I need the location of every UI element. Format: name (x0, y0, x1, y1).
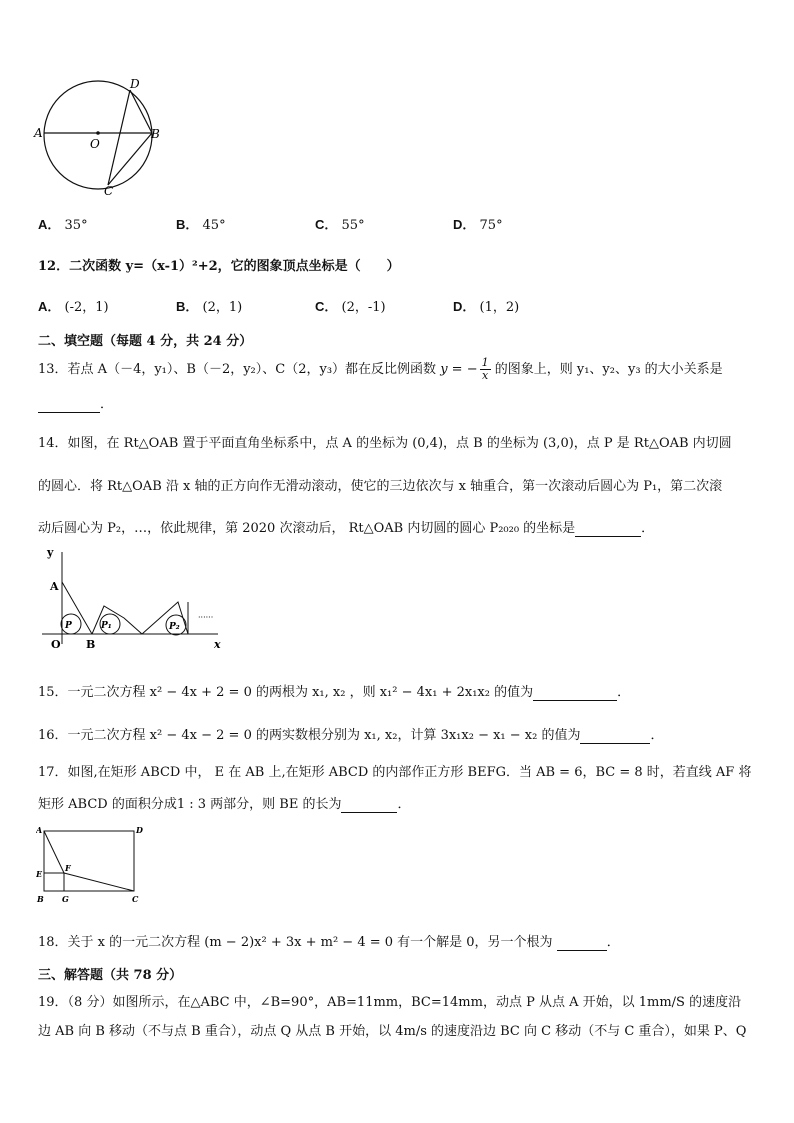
chord-db (130, 90, 152, 133)
label-a: A (36, 825, 43, 835)
label-c: C (132, 894, 139, 904)
chord-dc (108, 90, 130, 185)
line-af (44, 831, 64, 873)
rect-abcd (44, 831, 134, 891)
q13-line1: 13．若点 A（－4，y₁）、B（－2，y₂）、C（2，y₃）都在反比例函数 y = − $\frac{1}{x}$ 的图象上，则 y₁、y₂、y₃ 的大小关系是 (38, 356, 723, 382)
q19-line2: 边 AB 向 B 移动（不与点 B 重合），动点 Q 从点 B 开始，以 4m/s 的速度沿边 BC 向 C 移动（不与 C 重合），如果 P、Q (38, 1024, 747, 1039)
q12-option-a[interactable]: A． (-2，1) (38, 299, 109, 315)
label-x: x (214, 638, 221, 651)
label-a: A (34, 126, 43, 140)
circle-o (44, 81, 152, 189)
q14-line3: 动后圆心为 P₂，…，依此规律，第 2020 次滚动后， Rt△OAB 内切圆的圆心 P₂₀₂₀ 的坐标是 ． (38, 521, 655, 536)
q14-blank[interactable] (575, 521, 641, 537)
section-2-heading: 二、填空题（每题 4 分，共 24 分） (38, 334, 253, 349)
label-p1: P₁ (101, 621, 112, 631)
q18-line: 18．关于 x 的一元二次方程 (m − 2)x² + 3x + m² − 4 = 0 有一个解是 0，另一个根为 ． (38, 935, 620, 950)
q11-option-a[interactable]: A． 35° (38, 217, 88, 233)
q15-line: 15．一元二次方程 x² − 4x + 2 = 0 的两根为 x₁, x₂ ，则 x₁² − 4x₁ + 2x₁x₂ 的值为 ． (38, 685, 631, 700)
label-y: y (47, 546, 54, 559)
q18-blank[interactable] (557, 935, 607, 951)
rectangle-figure (36, 824, 146, 906)
q11-option-d[interactable]: D． 75° (453, 217, 503, 233)
line-fc (64, 873, 134, 891)
circle-figure (30, 74, 170, 200)
q16-blank[interactable] (580, 728, 650, 744)
q12-option-d[interactable]: D． (1，2) (453, 299, 520, 315)
q19-line1: 19．（8 分）如图所示，在△ABC 中，∠B=90°，AB=11mm，BC=14mm，动点 P 从点 A 开始，以 1mm/S 的速度沿 (38, 995, 742, 1010)
label-d: D (136, 825, 143, 835)
triangle-roll-1 (92, 606, 142, 634)
ellipsis: ······ (198, 613, 214, 622)
label-g: G (62, 894, 69, 904)
square-befg (44, 873, 64, 891)
q17-line2: 矩形 ABCD 的面积分成1 : 3 两部分，则 BE 的长为 ． (38, 797, 411, 812)
label-b: B (37, 894, 44, 904)
q12-option-b[interactable]: B． (2，1) (176, 299, 243, 315)
center-dot (96, 131, 100, 135)
label-b: B (151, 127, 160, 141)
q11-option-b[interactable]: B． 45° (176, 217, 226, 233)
label-p2: P₂ (169, 622, 180, 632)
section-3-heading: 三、解答题（共 78 分） (38, 968, 183, 983)
q13-answer-line: ． (38, 393, 113, 413)
q15-blank[interactable] (533, 685, 617, 701)
label-a: A (50, 580, 59, 593)
q16-line: 16．一元二次方程 x² − 4x − 2 = 0 的两实数根分别为 x₁, x₂，计算 3x₁x₂ − x₁ − x₂ 的值为 ． (38, 728, 664, 743)
q17-line1: 17．如图,在矩形 ABCD 中， E 在 AB 上,在矩形 ABCD 的内部作正方形 BEFG．当 AB = 6，BC = 8 时，若直线 AF 将 (38, 765, 752, 780)
label-e: E (36, 869, 43, 879)
label-o: O (90, 137, 100, 151)
q13-blank[interactable] (38, 397, 100, 413)
label-o: O (51, 638, 61, 651)
q14-line1: 14．如图，在 Rt△OAB 置于平面直角坐标系中，点 A 的坐标为 (0,4)，点 B 的坐标为 (3,0)，点 P 是 Rt△OAB 内切圆 (38, 436, 732, 451)
label-d: D (130, 77, 140, 91)
label-c: C (104, 184, 114, 198)
q12-stem: 12．二次函数 y=（x-1）²+2，它的图象顶点坐标是（ ） (38, 259, 400, 274)
label-f: F (65, 863, 71, 873)
q12-option-c[interactable]: C． (2，-1) (315, 299, 386, 315)
q17-blank[interactable] (341, 797, 397, 813)
q13-formula: y = − $\frac{1}{x}$ (440, 356, 489, 382)
rolling-triangle-figure (38, 544, 238, 652)
label-p: P (65, 621, 72, 631)
label-b: B (86, 638, 96, 651)
q11-option-c[interactable]: C． 55° (315, 217, 365, 233)
triangle-roll-2 (142, 602, 188, 634)
q14-line2: 的圆心．将 Rt△OAB 沿 x 轴的正方向作无滑动滚动，使它的三边依次与 x 轴重合，第一次滚动后圆心为 P₁，第二次滚 (38, 479, 723, 494)
